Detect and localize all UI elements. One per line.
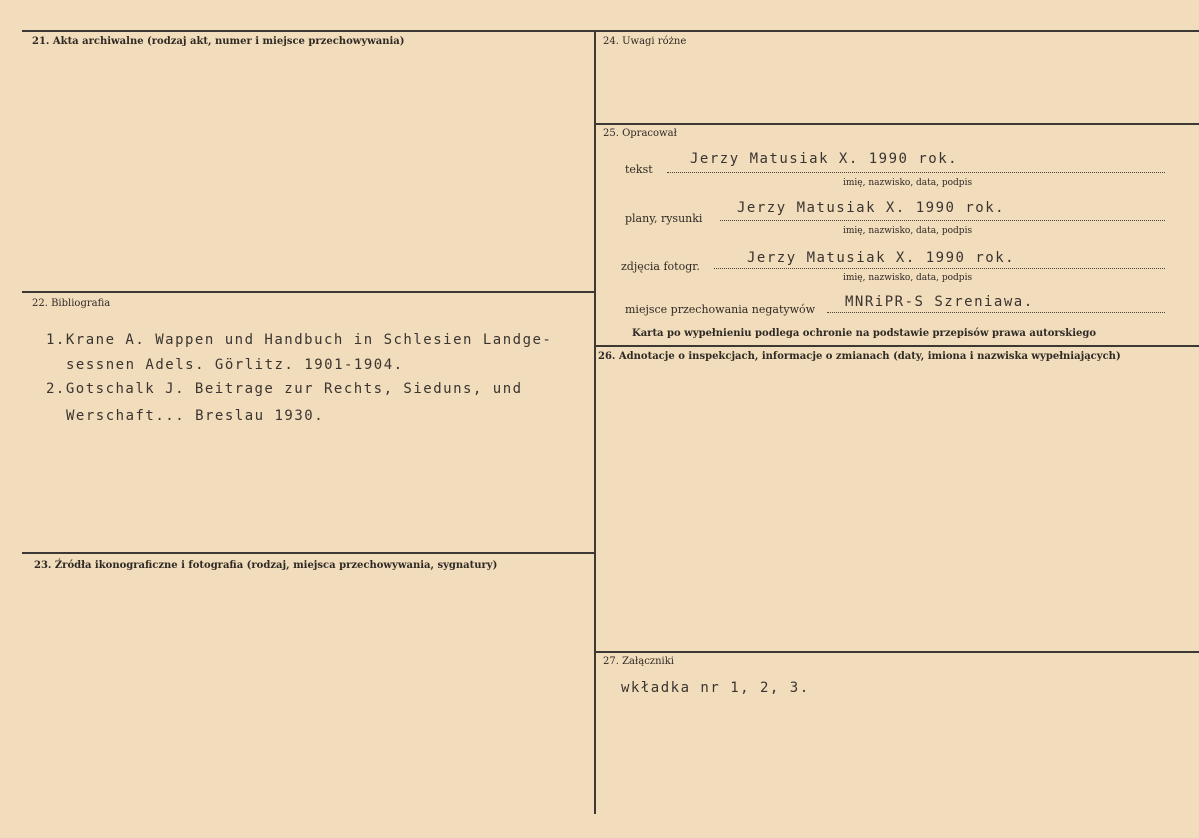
- negatywy-value: MNRiPR-S Szreniawa.: [845, 294, 1034, 310]
- zdjecia-label: zdjęcia fotogr.: [621, 260, 700, 273]
- section-24-label: 24. Uwagi różne: [603, 36, 687, 47]
- plany-label: plany, rysunki: [625, 212, 703, 225]
- section-25-label: 25. Opracował: [603, 128, 677, 139]
- bibliography-entry-1: 1.Krane A. Wappen und Handbuch in Schlesien Landge-: [46, 332, 553, 348]
- tekst-value: Jerzy Matusiak X. 1990 rok.: [690, 151, 959, 167]
- tekst-label: tekst: [625, 163, 653, 176]
- attachments-value: wkładka nr 1, 2, 3.: [621, 680, 810, 696]
- tekst-caption: imię, nazwisko, data, podpis: [843, 178, 973, 188]
- section-21-label: 21. Akta archiwalne (rodzaj akt, numer i miejsce przechowywania): [32, 36, 405, 47]
- divider-26-27: [596, 651, 1199, 653]
- bibliography-entry-2: 2.Gotschalk J. Beitrage zur Rechts, Sieduns, und: [46, 381, 523, 397]
- divider-21-22: [22, 291, 594, 293]
- zdjecia-caption: imię, nazwisko, data, podpis: [843, 273, 973, 283]
- section-27-label: 27. Załączniki: [603, 656, 674, 667]
- divider-22-23: [22, 552, 594, 554]
- zdjecia-line: [714, 268, 1165, 269]
- center-divider: [594, 30, 596, 814]
- section-26-label: 26. Adnotacje o inspekcjach, informacje o zmianach (daty, imiona i nazwiska wypełniających): [598, 351, 1121, 362]
- section-22-label: 22. Bibliografia: [32, 298, 111, 309]
- top-border: [22, 30, 1199, 32]
- negatywy-line: [827, 312, 1165, 313]
- tekst-line: [667, 172, 1165, 173]
- plany-caption: imię, nazwisko, data, podpis: [843, 226, 973, 236]
- bibliography-entry-1-cont: sessnen Adels. Görlitz. 1901-1904.: [66, 357, 404, 373]
- divider-25-26: [596, 345, 1199, 347]
- negatywy-label: miejsce przechowania negatywów: [625, 303, 816, 316]
- plany-line: [720, 220, 1165, 221]
- plany-value: Jerzy Matusiak X. 1990 rok.: [737, 200, 1006, 216]
- zdjecia-value: Jerzy Matusiak X. 1990 rok.: [747, 250, 1016, 266]
- copyright-notice: Karta po wypełnieniu podlega ochronie na podstawie przepisów prawa autorskiego: [632, 328, 1097, 339]
- section-23-label: 23. Źródła ikonograficzne i fotografia (rodzaj, miejsca przechowywania, sygnatury): [34, 560, 498, 571]
- bibliography-entry-2-cont: Werschaft... Breslau 1930.: [66, 408, 325, 424]
- divider-24-25: [596, 123, 1199, 125]
